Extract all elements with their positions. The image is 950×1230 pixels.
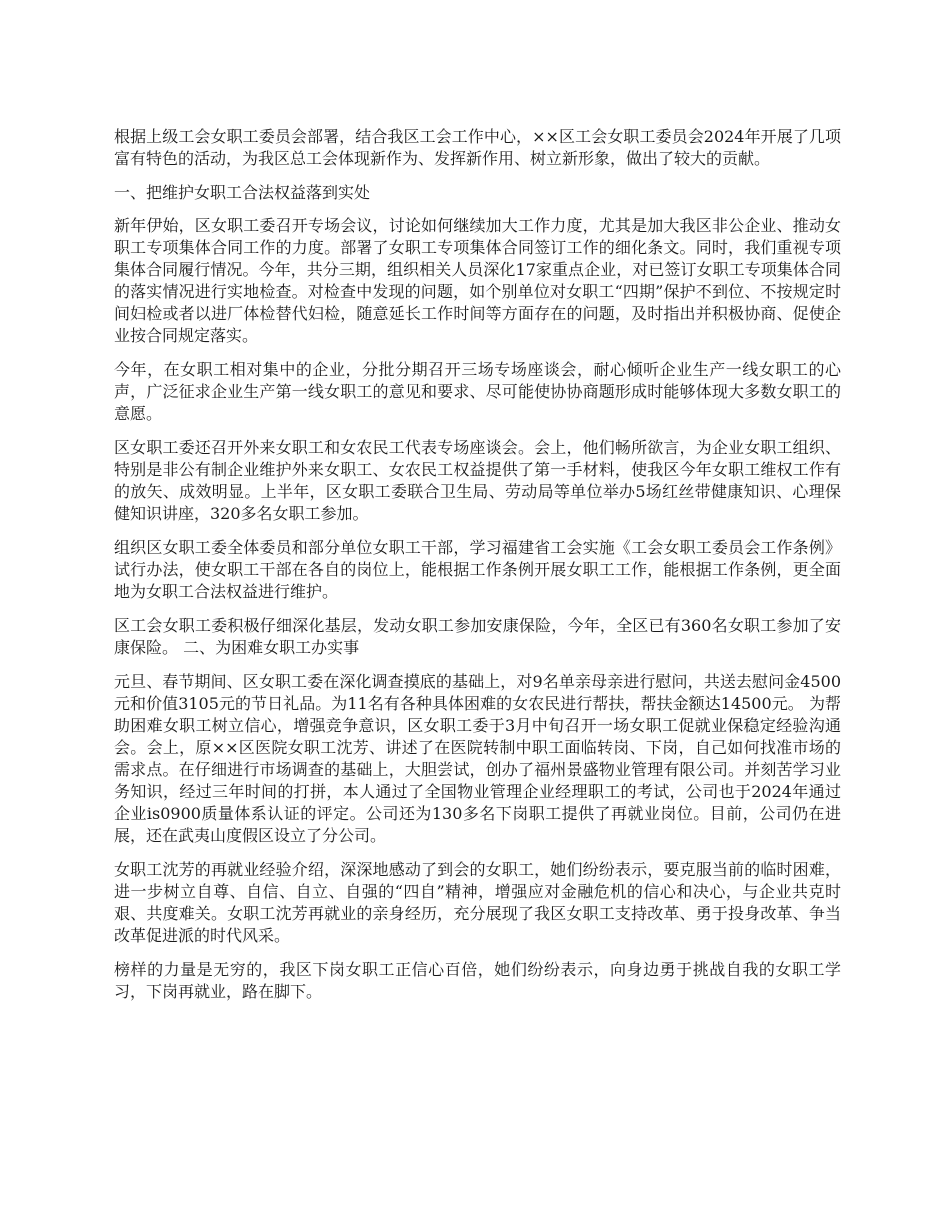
- body-paragraph: 组织区女职工委全体委员和部分单位女职工干部，学习福建省工会实施《工会女职工委员会工作条例》试行办法，使女职工干部在各自的岗位上，能根据工作条例开展女职工工作，能根据工作条例，更全面地为女职工合法权益进行维护。: [114, 538, 841, 601]
- body-paragraph: 今年，在女职工相对集中的企业，分批分期召开三场专场座谈会，耐心倾听企业生产一线女职工的心声，广泛征求企业生产第一线女职工的意见和要求、尽可能使协协商题形成时能够体现大多数女职工的意愿。: [114, 360, 841, 423]
- closing-paragraph: 榜样的力量是无穷的，我区下岗女职工正信心百倍，她们纷纷表示，向身边勇于挑战自我的女职工学习，下岗再就业，路在脚下。: [114, 960, 841, 1001]
- body-paragraph: 新年伊始，区女职工委召开专场会议，讨论如何继续加大工作力度，尤其是加大我区非公企业、推动女职工专项集体合同工作的力度。部署了女职工专项集体合同签订工作的细化条文。同时，我们重视专项集体合同履行情况。今年，共分三期，组织相关人员深化17家重点企业，对已签订女职工专项集体合同的落实情况进行实地检查。对检查中发现的问题，如个别单位对女职工“四期”保护不到位、不按规定时间妇检或者以进厂体检替代妇检，随意延长工作时间等方面存在的问题，及时指出并积极协商、促使企业按合同规定落实。: [114, 216, 841, 345]
- body-paragraph: 女职工沈芳的再就业经验介绍，深深地感动了到会的女职工，她们纷纷表示，要克服当前的临时困难，进一步树立自尊、自信、自立、自强的“四自”精神，增强应对金融危机的信心和决心，与企业共克时艰、共度难关。女职工沈芳再就业的亲身经历，充分展现了我区女职工支持改革、勇于投身改革、争当改革促进派的时代风采。: [114, 860, 841, 945]
- intro-paragraph: 根据上级工会女职工委员会部署，结合我区工会工作中心，××区工会女职工委员会2024年开展了几项富有特色的活动，为我区总工会体现新作为、发挥新作用、树立新形象，做出了较大的贡献。: [114, 127, 841, 168]
- document-body: [114, 126, 841, 1015]
- body-paragraph: 元旦、春节期间、区女职工委在深化调查摸底的基础上，对9名单亲母亲进行慰问，共送去慰问金4500元和价值3105元的节日礼品。为11名有各种具体困难的女农民进行帮扶，帮扶金额达14500元。 为帮助困难女职工树立信心，增强竞争意识，区女职工委于3月中旬召开一场女职工促就业保稳定经验沟通会。会上，原××区医院女职工沈芳、讲述了在医院转制中职工面临转岗、下岗，自己如何找准市场的需求点。在仔细进行市场调查的基础上，大胆尝试，创办了福州景盛物业管理有限公司。并刻苦学习业务知识，经过三年时间的打拼，本人通过了全国物业管理企业经理职工的考试，公司也于2024年通过企业is0900质量体系认证的评定。公司还为130多名下岗职工提供了再就业岗位。目前，公司仍在进展，还在武夷山度假区设立了分公司。: [114, 672, 841, 845]
- body-paragraph: 区工会女职工委积极仔细深化基层，发动女职工参加安康保险，今年，全区已有360名女职工参加了安康保险。 二、为困难女职工办实事: [114, 616, 841, 657]
- section-heading-1: 一、把维护女职工合法权益落到实处: [114, 183, 371, 202]
- body-paragraph: 区女职工委还召开外来女职工和女农民工代表专场座谈会。会上，他们畅所欲言，为企业女职工组织、特别是非公有制企业维护外来女职工、女农民工权益提供了第一手材料，使我区今年女职工维权工作有的放矢、成效明显。上半年，区女职工委联合卫生局、劳动局等单位举办5场红丝带健康知识、心理保健知识讲座，320多名女职工参加。: [114, 438, 841, 523]
